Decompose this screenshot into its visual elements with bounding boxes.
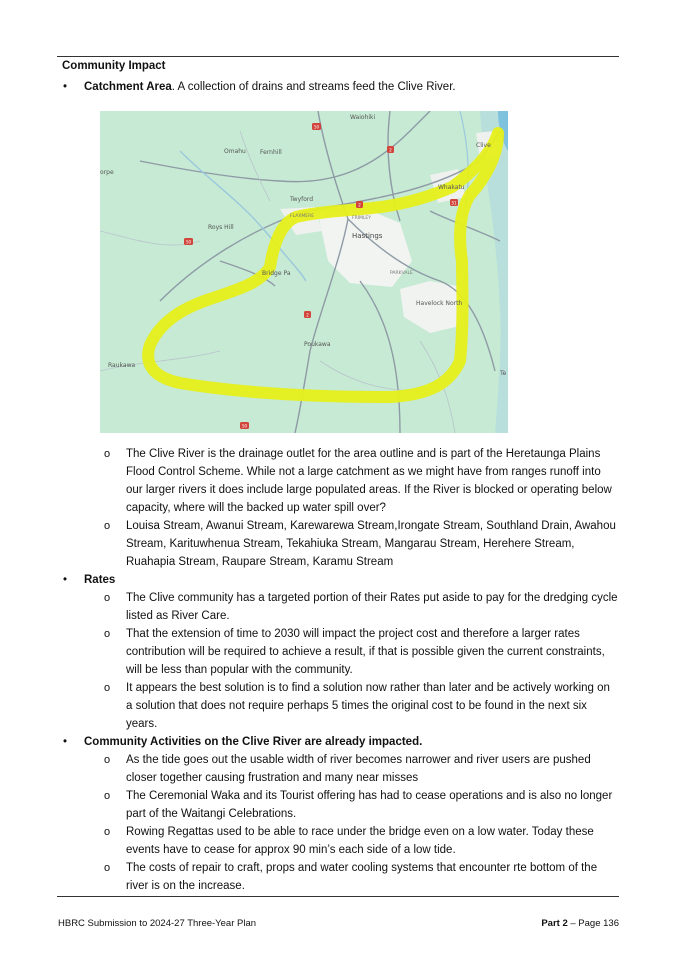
map-label-orpe: orpe — [100, 169, 114, 176]
sub-bullet-icon: o — [104, 592, 111, 604]
sub-bullet-icon: o — [104, 682, 111, 694]
map-label-frimley: FRIMLEY — [352, 216, 372, 221]
map-label-whakatu: Whakatu — [438, 184, 465, 191]
rates-title: Rates — [84, 574, 116, 586]
sub-bullet-icon: o — [104, 520, 111, 532]
footer-page — [541, 918, 619, 929]
footer-title: HBRC Submission to 2024-27 Three-Year Plan — [58, 918, 257, 929]
map-label-twyford: Twyford — [290, 196, 314, 203]
map-label-havelock-north: Havelock North — [416, 300, 463, 307]
sub-bullet-icon: o — [104, 628, 111, 640]
map-label-clive: Clive — [476, 142, 491, 149]
svg-text:50: 50 — [313, 124, 320, 130]
svg-text:50: 50 — [241, 423, 248, 429]
bullet-icon: • — [63, 736, 68, 748]
map-label-omahu: Omahu — [224, 148, 246, 155]
catchment-map — [100, 111, 508, 433]
activities-title: Community Activities on the Clive River are already impacted. — [84, 736, 423, 748]
footer-part: Part 2 — [541, 918, 568, 929]
sub-bullet-icon: o — [104, 862, 111, 874]
map-label-fernhill: Fernhill — [260, 149, 282, 156]
map-label-roys-hill: Roys Hill — [208, 224, 234, 231]
map-label-raukawa: Raukawa — [108, 362, 136, 369]
map-label-waiohiki: Waiohiki — [350, 114, 376, 121]
svg-text:50: 50 — [185, 239, 192, 245]
map-label-flaxmere: FLAXMERE — [290, 214, 315, 219]
bottom-rule — [57, 896, 619, 897]
sub-bullet-icon: o — [104, 448, 111, 460]
map-label-hastings: Hastings — [352, 232, 383, 240]
svg-text:51: 51 — [451, 200, 457, 206]
svg-text:2: 2 — [389, 147, 392, 153]
bullet-icon: • — [63, 574, 68, 586]
map-label-parkvale: PARKVALE — [390, 271, 413, 276]
svg-text:2: 2 — [306, 312, 309, 318]
map-label-poukawa: Poukawa — [304, 341, 331, 348]
sub-bullet-icon: o — [104, 754, 111, 766]
section-title: Community Impact — [62, 60, 166, 72]
map-label-bridge-pa: Bridge Pa — [262, 270, 291, 277]
svg-text:2: 2 — [358, 202, 361, 208]
bullet-icon: • — [63, 81, 68, 93]
catchment-label: Catchment Area — [84, 81, 172, 93]
map-label-te: Te — [500, 370, 507, 377]
sub-bullet-icon: o — [104, 826, 111, 838]
sub-bullet-icon: o — [104, 790, 111, 802]
catchment-text: . A collection of drains and streams feed the Clive River. — [171, 81, 456, 93]
footer-page-number: – Page 136 — [567, 918, 619, 929]
top-rule — [57, 56, 619, 57]
